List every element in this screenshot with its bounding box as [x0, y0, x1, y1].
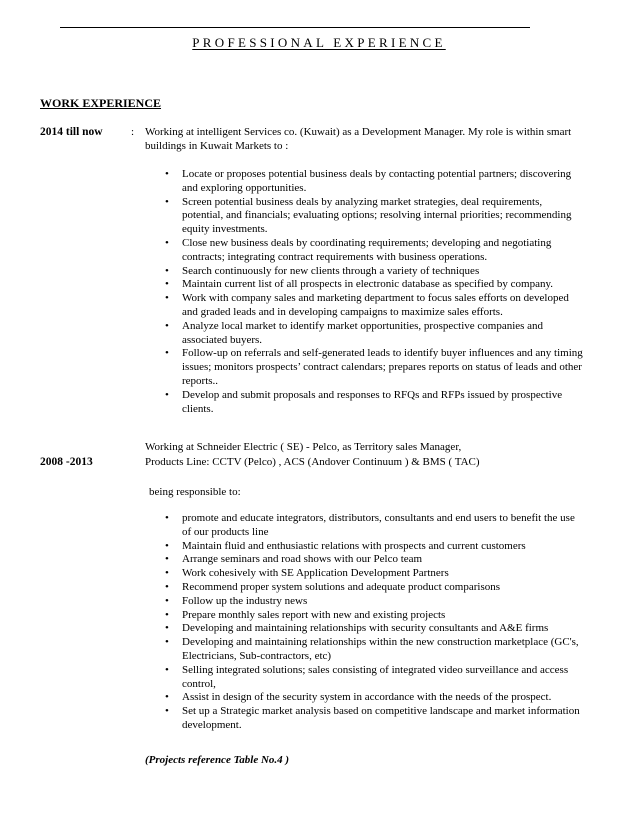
- list-item: • Set up a Strategic market analysis based on competitive landscape and market information development.: [182, 705, 586, 733]
- list-item: • Prepare monthly sales report with new and existing projects: [182, 609, 586, 623]
- list-item: • Selling integrated solutions; sales consisting of integrated video surveillance and access control,: [182, 664, 586, 692]
- list-item: • promote and educate integrators, distributors, consultants and end users to benefit the use of our products line: [182, 512, 586, 540]
- job-1-colon: :: [131, 126, 135, 138]
- job-2-intro-line1: Working at Schneider Electric ( SE) - Pelco, as Territory sales Manager,: [145, 441, 462, 453]
- list-item: • Analyze local market to identify market opportunities, prospective companies and associated buyers.: [182, 320, 586, 348]
- list-item: • Developing and maintaining relationships with security consultants and A&E firms: [182, 622, 586, 636]
- work-experience-heading: WORK EXPERIENCE: [40, 96, 162, 110]
- list-item: • Work cohesively with SE Application Development Partners: [182, 567, 586, 581]
- job-1-duties: [182, 168, 586, 416]
- list-item: • Close new business deals by coordinating requirements; developing and negotiating contracts; integrating contract requirements with business operations.: [182, 237, 586, 265]
- job-2-duties: [182, 512, 586, 733]
- job-2-responsible: being responsible to:: [149, 486, 241, 498]
- list-item: • Work with company sales and marketing department to focus sales efforts on developed and graded leads and in developing campaigns to maximize sales efforts.: [182, 292, 586, 320]
- list-item: • Maintain fluid and enthusiastic relations with prospects and current customers: [182, 540, 586, 554]
- job-2-period: 2008 -2013: [40, 456, 93, 468]
- list-item: • Follow up the industry news: [182, 595, 586, 609]
- list-item: • Locate or proposes potential business deals by contacting potential partners; discovering and exploring opportunities.: [182, 168, 586, 196]
- list-item: • Developing and maintaining relationships within the new construction marketplace (GC's, Electricians, Sub-contractors, etc): [182, 636, 586, 664]
- list-item: • Maintain current list of all prospects in electronic database as specified by company.: [182, 278, 586, 292]
- list-item: • Follow-up on referrals and self-generated leads to identify buyer influences and any timing issues; monitors prospects’ contract calendars; prepares reports on status of leads and other reports..: [182, 347, 586, 388]
- list-item: • Develop and submit proposals and responses to RFQs and RFPs issued by prospective clients.: [182, 389, 586, 417]
- projects-reference: (Projects reference Table No.4 ): [145, 754, 290, 766]
- list-item: • Arrange seminars and road shows with our Pelco team: [182, 553, 586, 567]
- top-rule: [60, 27, 530, 28]
- list-item: • Search continuously for new clients through a variety of techniques: [182, 265, 586, 279]
- job-1-period: 2014 till now: [40, 126, 103, 138]
- job-2-intro-line2: Products Line: CCTV (Pelco) , ACS (Andover Continuum ) & BMS ( TAC): [145, 456, 480, 468]
- list-item: • Assist in design of the security system in accordance with the needs of the prospect.: [182, 691, 586, 705]
- section-title: [0, 36, 638, 52]
- job-1-intro: Working at intelligent Services co. (Kuwait) as a Development Manager. My role is within smart buildings in Kuwait Markets to :: [145, 126, 572, 152]
- list-item: • Recommend proper system solutions and adequate product comparisons: [182, 581, 586, 595]
- page-title: PROFESSIONAL EXPERIENCE: [192, 35, 446, 50]
- list-item: • Screen potential business deals by analyzing market strategies, deal requirements, potential, and financials; evaluating options; resolving internal priorities; recommending equity investments.: [182, 196, 586, 237]
